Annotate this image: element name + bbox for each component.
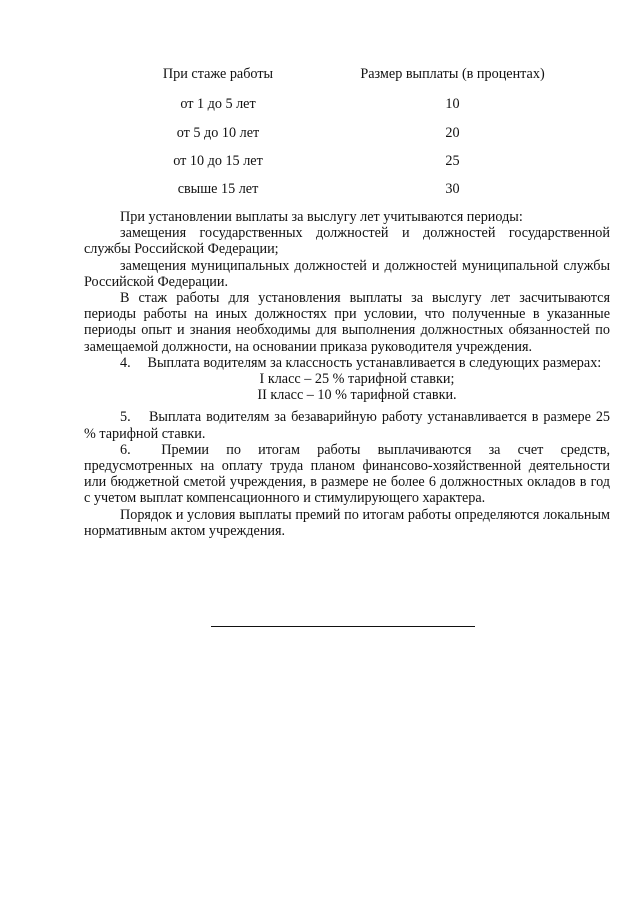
table-cell-period: от 5 до 10 лет [176, 125, 260, 141]
table-header-period: При стаже работы [162, 66, 274, 82]
item-4 [84, 355, 610, 371]
item-6-text: Премии по итогам работы выплачиваются за счет средств, предусмотренных на оплату труда планом финансово-хозяйственной деятельности или бюджетной сметой учреждения, в размере не более 6 должностных окладов в год с учетом выплат компенсационного и стимулирующего характера. [84, 441, 610, 507]
table-cell-percent: 30 [445, 181, 460, 197]
table-row [0, 181, 640, 201]
table-cell-period: от 1 до 5 лет [180, 96, 256, 112]
table-cell-percent: 25 [445, 153, 460, 169]
paragraph-state-service: замещения государственных должностей и должностей государственной службы Российской Федерации; [84, 225, 610, 258]
item-5 [84, 409, 610, 441]
item-6 [84, 442, 610, 507]
item-5-text: Выплата водителям за безаварийную работу устанавливается в размере 25 % тарифной ставки. [84, 409, 611, 442]
table-header-percent: Размер выплаты (в процентах) [360, 66, 545, 82]
item-4-text: Выплата водителям за классность устанавливается в следующих размерах: [147, 354, 602, 371]
paragraph-periods-intro: При установлении выплаты за выслугу лет учитываются периоды: [120, 209, 523, 225]
driver-class-2: II класс – 10 % тарифной ставки. [257, 387, 457, 404]
table-cell-period: от 10 до 15 лет [173, 153, 263, 169]
paragraph-municipal-service: замещения муниципальных должностей и должностей муниципальной службы Российской Федерации. [84, 257, 610, 290]
table-row [0, 96, 640, 116]
paragraph-other-positions: В стаж работы для установления выплаты за выслугу лет засчитываются периоды работы на иных должностях при условии, что полученные в указанные периоды опыт и знания необходимы для выполнения должностных обязанностей по замещаемой должности, на основании приказа руководителя учреждения. [84, 290, 610, 355]
driver-class-1: I класс – 25 % тарифной ставки; [259, 371, 455, 388]
paragraph-bonus-procedure: Порядок и условия выплаты премий по итогам работы определяются локальным нормативным актом учреждения. [84, 506, 610, 539]
table-cell-percent: 20 [445, 125, 460, 141]
table-cell-period: свыше 15 лет [177, 181, 259, 197]
item-4-number: 4. [120, 354, 131, 371]
table-row [0, 153, 640, 173]
table-header-row [0, 66, 640, 86]
table-row [0, 125, 640, 145]
divider-line [211, 626, 475, 627]
document-body [84, 209, 610, 539]
item-6-number: 6. [120, 441, 131, 458]
table-cell-percent: 10 [445, 96, 460, 112]
item-5-number: 5. [120, 409, 131, 426]
